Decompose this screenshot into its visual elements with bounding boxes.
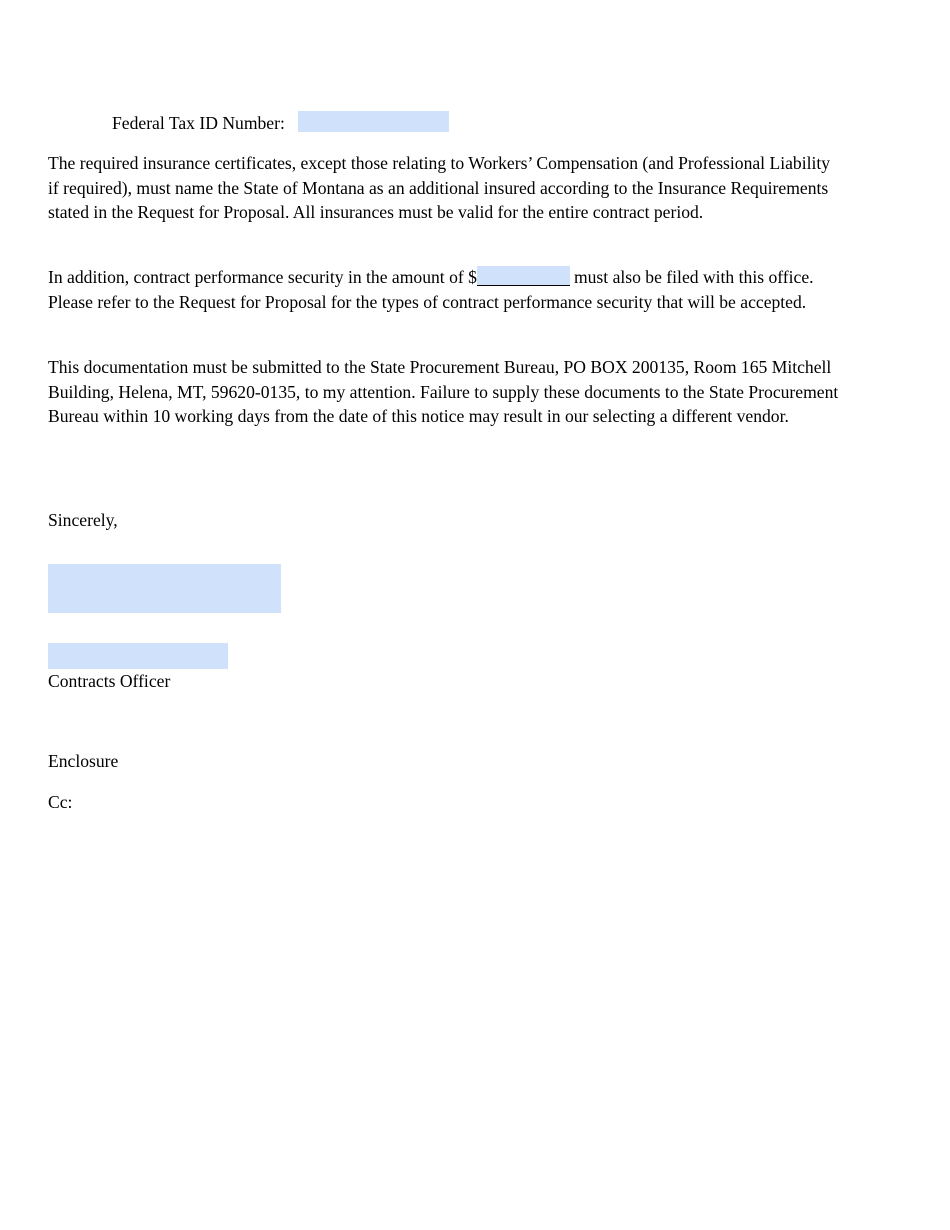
officer-name-field[interactable] <box>48 643 228 669</box>
tax-id-label: Federal Tax ID Number: <box>112 113 285 133</box>
security-text-after: must also be filed with this office. Please refer to the Request for Proposal for the types of contract performance security that will be accepted. <box>48 267 814 312</box>
security-text-before: In addition, contract performance security in the amount of $ <box>48 267 477 287</box>
tax-id-field[interactable] <box>298 111 449 132</box>
enclosure-label: Enclosure <box>48 751 119 771</box>
signature-field[interactable] <box>48 564 281 613</box>
submission-paragraph: This documentation must be submitted to the State Procurement Bureau, PO BOX 200135, Room 165 Mitchell Building, Helena, MT, 59620-0135, to my attention. Failure to supply these documents to the State Procurement Bureau within 10 working days from the date of this notice may result in our selecting a different vendor. <box>48 357 839 427</box>
cc-label: Cc: <box>48 792 73 812</box>
salutation: Sincerely, <box>48 510 118 530</box>
insurance-paragraph: The required insurance certificates, except those relating to Workers’ Compensation (and Professional Liability if required), must name the State of Montana as an additional insured according to the Insurance Requirements stated in the Request for Proposal. All insurances must be valid for the entire contract period. <box>48 153 831 223</box>
officer-title: Contracts Officer <box>48 671 171 691</box>
security-paragraph <box>48 265 843 314</box>
security-amount-field[interactable] <box>477 266 570 286</box>
